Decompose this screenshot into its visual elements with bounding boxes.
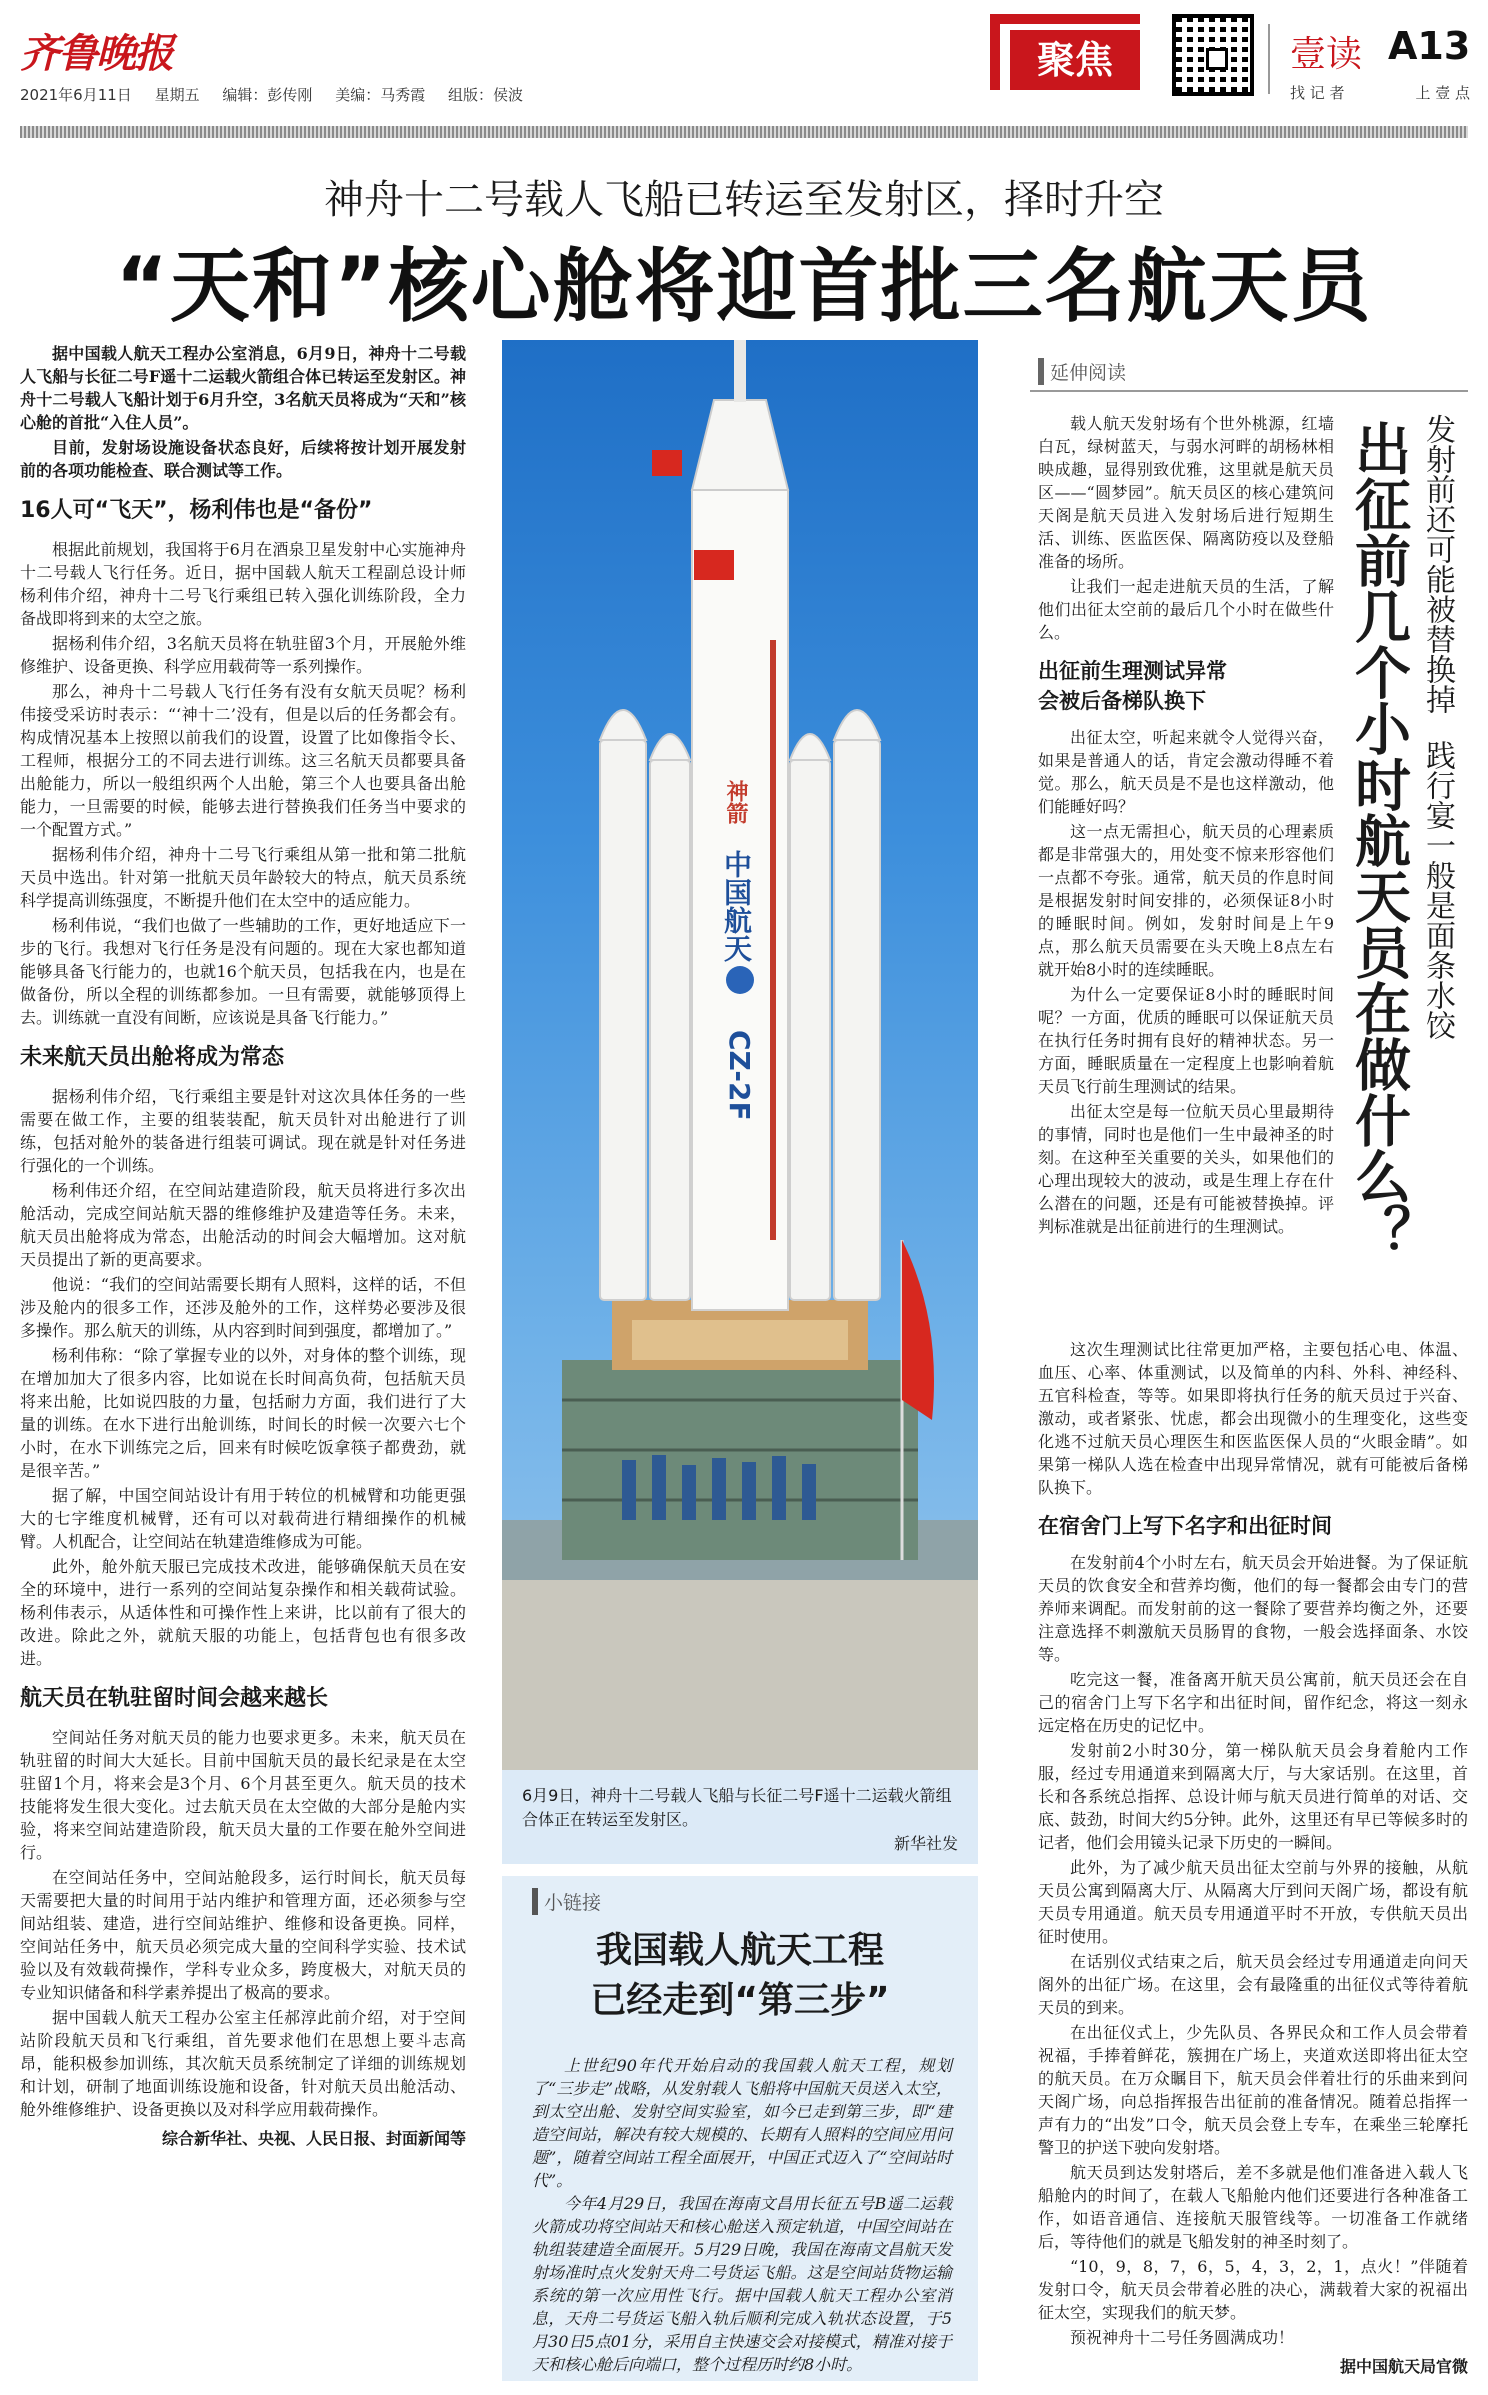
paragraph: 吃完这一餐，准备离开航天员公寓前，航天员还会在自己的宿舍门上写下名字和出征时间，留作纪念，将这一刻永远定格在历史的记忆中。: [1038, 1670, 1468, 1735]
paragraph: 此外，舱外航天服已完成技术改进，能够确保航天员在安全的环境中，进行一系列的空间站复杂操作和相关载荷试验。杨利伟表示，从适体性和可操作性上来讲，比以前有了很大的改进。除此之外，就航天服的功能上，包括背包也有很多改进。: [20, 1557, 466, 1668]
masthead-divider: [1268, 24, 1270, 94]
paragraph: 他说：“我们的空间站需要长期有人照料，这样的话，不但涉及舱内的很多工作，还涉及舱外的工作，这样势必要涉及很多操作。那么航天的训练，从内容到时间到强度，都增加了。”: [20, 1275, 466, 1340]
link-box-title-line: 我国载人航天工程: [595, 1930, 884, 1971]
paragraph: 在出征仪式上，少先队员、各界民众和工作人员会带着祝福，手捧着鲜花，簇拥在广场上，夹道欢送即将出征太空的航天员。在万众瞩目下，航天员会伴着壮行的乐曲来到问天阁广场，向总指挥报告出征前的准备情况。随着总指挥一声有力的“出发”口令，航天员会登上专车，在乘坐三轮摩托警卫的护送下驶向发射塔。: [1038, 2023, 1468, 2157]
section-name: 壹读: [1290, 34, 1363, 75]
paragraph: 这一点无需担心，航天员的心理素质都是非常强大的，用处变不惊来形容他们一点都不夸张。通常，航天员的作息时间是根据发射时间安排的，必须保证8小时的睡眠时间。例如，发射时间是上午9点，那么航天员需要在头天晚上8点左右就开始8小时的连续睡眠。: [1038, 822, 1334, 979]
qr-code-icon: [1172, 14, 1254, 96]
rocket-text-china-space: 中国航天: [720, 850, 753, 962]
article-credit: 据中国航天局官微: [1339, 2357, 1468, 2376]
reporter-links: [1290, 82, 1470, 103]
paragraph: 让我们一起走进航天员的生活，了解他们出征太空前的最后几个小时在做些什么。: [1038, 577, 1334, 642]
editor-credit: 编辑：彭传刚: [222, 86, 313, 104]
issue-weekday: 星期五: [154, 86, 200, 104]
issue-date: 2021年6月11日: [20, 86, 132, 104]
layout-credit: 组版：侯波: [447, 86, 523, 104]
rocket-text-shenjian: 神箭: [723, 780, 749, 824]
left-article: [20, 342, 466, 2150]
paragraph: 据杨利伟介绍，飞行乘组主要是针对这次具体任务的一些需要在做工作，主要的组装装配，航天员针对出舱进行了训练，包括对舱外的装备进行组装可调试。现在就是针对任务进行强化的一个训练。: [20, 1087, 466, 1175]
issue-meta: [20, 84, 541, 105]
extended-reading-rule: [1030, 390, 1468, 392]
link-box-tag: 小链接: [532, 1888, 601, 1915]
lead-paragraph: 据中国载人航天工程办公室消息，6月9日，神舟十二号载人飞船与长征二号F遥十二运载火箭组合体已转运至发射区。神舟十二号载人飞船计划于6月升空，3名航天员将成为“天和”核心舱的首批“入住人员”。: [20, 344, 466, 432]
page-number: A13: [1388, 24, 1471, 68]
reporter-label: 找 记 者: [1290, 84, 1345, 102]
rocket-photo: [502, 340, 978, 1770]
right-article-subtitle: 发射前还可能被替换掉: [1420, 414, 1455, 714]
paragraph: “10，9，8，7，6，5，4，3，2，1，点火！”伴随着发射口令，航天员会带着必胜的决心，满载着大家的祝福出征太空，实现我们的航天梦。: [1038, 2257, 1468, 2322]
paragraph: 据了解，中国空间站设计有用于转位的机械臂和功能更强大的七字维度机械臂，还有可以对载荷进行精细操作的机械臂。人机配合，让空间站在轨建造维修成为可能。: [20, 1486, 466, 1551]
paragraph: 在空间站任务中，空间站舱段多，运行时间长，航天员每天需要把大量的时间用于站内维护和管理方面，还必须参与空间站组装、建造，进行空间站维护、维修和设备更换。同样，空间站任务中，航天员必须完成大量的空间科学实验、技术试验以及有效载荷操作，学科专业众多，跨度极大，对航天员的专业知识储备和科学素养提出了极高的要求。: [20, 1868, 466, 2002]
link-box-title-line: 已经走到“第三步”: [590, 1980, 890, 2021]
right-article-wide: [1038, 1338, 1468, 2378]
section-heading-line: 会被后备梯队换下: [1038, 689, 1206, 713]
section-heading: 未来航天员出舱将成为常态: [20, 1045, 285, 1070]
paragraph: 发射前2小时30分，第一梯队航天员会身着舱内工作服，经过专用通道来到隔离大厅，与大家话别。在这里，首长和各系统总指挥、总设计师与航天员进行简单的对话、交底、鼓劲，时间大约5分钟。此外，这里还有早已等候多时的记者，他们会用镜头记录下历史的一瞬间。: [1038, 1741, 1468, 1852]
section-heading: 航天员在轨驻留时间会越来越长: [20, 1686, 329, 1711]
top-rule: [20, 126, 1468, 138]
photo-caption: [502, 1770, 978, 1864]
link-box-body: [532, 2054, 952, 2376]
paragraph: 今年4月29日，我国在海南文昌用长征五号B遥二运载火箭成功将空间站天和核心舱送入预定轨道，中国空间站在轨组装建造全面展开。5月29日晚，我国在海南文昌航天发射场准时点火发射天舟二号货运飞船。这是空间站货物运输系统的第一次应用性飞行。据中国载人航天工程办公室消息，天舟二号货运飞船入轨后顺利完成入轨状态设置，于5月30日5点01分，采用自主快速交会对接模式，精准对接于天和核心舱后向端口，整个过程历时约8小时。: [532, 2194, 952, 2374]
section-heading: 16人可“飞天”，杨利伟也是“备份”: [20, 498, 373, 523]
newspaper-logo: 齐鲁晚报: [20, 30, 172, 77]
rocket-code: CZ-2F: [723, 1030, 756, 1121]
paragraph: 预祝神舟十二号任务圆满成功！: [1070, 2328, 1295, 2347]
focus-label: 聚焦: [1010, 30, 1140, 90]
right-article-subtitle: 践行宴一般是面条水饺: [1420, 740, 1455, 1040]
link-box-title: [502, 1926, 978, 2026]
paragraph: 杨利伟还介绍，在空间站建造阶段，航天员将进行多次出舱活动，完成空间站航天器的维修维护及建造等任务。未来，航天员出舱将成为常态，出舱活动的时间会大幅增加。这对航天员提出了新的更高要求。: [20, 1181, 466, 1269]
paragraph: 上世纪90年代开始启动的我国载人航天工程，规划了“三步走”战略，从发射载人飞船将中国航天员送入太空，到太空出舱、发射空间实验室，如今已走到第三步，即“建造空间站，解决有较大规模的、长期有人照料的空间应用问题”，随着空间站工程全面展开，中国正式迈入了“空间站时代”。: [532, 2056, 952, 2190]
lead-paragraph: 目前，发射场设施设备状态良好，后续将按计划开展发射前的各项功能检查、联合测试等工作。: [20, 438, 466, 480]
extended-reading-tag: 延伸阅读: [1038, 358, 1126, 385]
paragraph: 根据此前规划，我国将于6月在酒泉卫星发射中心实施神舟十二号载人飞行任务。近日，据中国载人航天工程副总设计师杨利伟介绍，神舟十二号飞行乘组已转入强化训练阶段，全力备战即将到来的太空之旅。: [20, 540, 466, 628]
sub-headline: 神舟十二号载人飞船已转运至发射区，择时升空: [324, 177, 1164, 223]
lead-paragraphs: [20, 342, 466, 482]
paragraph: 杨利伟称：“除了掌握专业的以外，对身体的整个训练，现在增加加大了很多内容，比如说在长时间高负荷，包括航天员将来出舱，比如说四肢的力量，包括耐力方面，我们进行了大量的训练。在水下进行出舱训练，时间长的时候一次要六七个小时，在水下训练完之后，回来有时候吃饭拿筷子都费劲，就是很辛苦。”: [20, 1346, 466, 1480]
paragraph: 杨利伟说，“我们也做了一些辅助的工作，更好地适应下一步的飞行。我想对飞行任务是没有问题的。现在大家也都知道能够具备飞行能力的，也就16个航天员，包括我在内，也是在做备份，所以全程的训练都参加。一旦有需要，就能够顶得上去。训练就一直没有间断，应该说是具备飞行能力。”: [20, 916, 466, 1027]
reporter-app: 上 壹 点: [1415, 84, 1470, 102]
paragraph: 在话别仪式结束之后，航天员会经过专用通道走向问天阁外的出征广场。在这里，会有最隆重的出征仪式等待着航天员的到来。: [1038, 1952, 1468, 2017]
section-heading: [1038, 656, 1334, 716]
paragraph: 那么，神舟十二号载人飞行任务有没有女航天员呢？杨利伟接受采访时表示：“‘神十二’没有，但是以后的任务都会有。构成情况基本上按照以前我们的设置，设置了比如像指令长、工程师，根据分工的不同去进行训练。这三名航天员都要具备出舱能力，所以一般组织两个人出舱，第三个人也要具备出舱能力，一旦需要的时候，能够去进行替换我们任务当中要求的一个配置方式。”: [20, 682, 466, 839]
right-article-title: 出征前几个小时航天员在做什么？: [1346, 420, 1411, 1260]
paragraph: 航天员到达发射塔后，差不多就是他们准备进入载人飞船舱内的时间了，在载人飞船舱内他们还要进行各种准备工作，如语音通信、连接航天服管线等。一切准备工作就绪后，等待他们的就是飞船发射的神圣时刻了。: [1038, 2163, 1468, 2251]
paragraph: 据中国载人航天工程办公室主任郝淳此前介绍，对于空间站阶段航天员和飞行乘组，首先要求他们在思想上要斗志高昂，能积极参加训练，其次航天员系统制定了详细的训练规划和计划，研制了地面训练设施和设备，针对航天员出舱活动、舱外维修维护、设备更换以及对科学应用载荷操作。: [20, 2008, 466, 2119]
main-headline: “天和”核心舱将迎首批三名航天员: [115, 240, 1373, 333]
paragraph: 出征太空，听起来就令人觉得兴奋，如果是普通人的话，肯定会激动得睡不着觉。那么，航天员是不是也这样激动，他们能睡好吗？: [1038, 728, 1334, 816]
paragraph: 载人航天发射场有个世外桃源，红墙白瓦，绿树蓝天，与弱水河畔的胡杨林相映成趣，显得别致优雅，这里就是航天员区——“圆梦园”。航天员区的核心建筑问天阁是航天员进入发射场后进行短期生活、训练、医监医保、隔离防疫以及登船准备的场所。: [1038, 414, 1334, 571]
paragraph: 空间站任务对航天员的能力也要求更多。未来，航天员在轨驻留的时间大大延长。目前中国航天员的最长纪录是在太空驻留1个月，将来会是3个月、6个月甚至更久。航天员的技术技能将发生很大变化。过去航天员在太空做的大部分是舱内实验，将来空间站建造阶段，航天员大量的工作要在舱外空间进行。: [20, 1728, 466, 1862]
section-heading-line: 出征前生理测试异常: [1038, 659, 1227, 683]
caption-text: 6月9日，神舟十二号载人飞船与长征二号F遥十二运载火箭组合体正在转运至发射区。: [522, 1786, 952, 1829]
paragraph: 在发射前4个小时左右，航天员会开始进餐。为了保证航天员的饮食安全和营养均衡，他们的每一餐都会由专门的营养师来调配。而发射前的这一餐除了要营养均衡之外，还要注意选择不刺激航天员肠胃的食物，一般会选择面条、水饺等。: [1038, 1553, 1468, 1664]
caption-source: 新华社发: [893, 1834, 958, 1853]
paragraph: 这次生理测试比往常更加严格，主要包括心电、体温、血压、心率、体重测试，以及简单的内科、外科、神经科、五官科检查，等等。如果即将执行任务的航天员过于兴奋、激动，或者紧张、忧虑，都会出现微小的生理变化，这些变化逃不过航天员心理医生和医监医保人员的“火眼金睛”。如果第一梯队人选在检查中出现异常情况，就有可能被后备梯队换下。: [1038, 1340, 1468, 1497]
article-credit: 综合新华社、央视、人民日报、封面新闻等: [161, 2129, 466, 2148]
right-article-narrow: [1038, 412, 1334, 1240]
paragraph: 出征太空是每一位航天员心里最期待的事情，同时也是他们一生中最神圣的时刻。在这种至关重要的关头，如果他们的心理出现较大的波动，或是生理上存在什么潜在的问题，还是有可能被替换掉。评判标准就是出征前进行的生理测试。: [1038, 1102, 1334, 1236]
paragraph: 为什么一定要保证8小时的睡眠时间呢？一方面，优质的睡眠可以保证航天员在执行任务时拥有良好的精神状态。另一方面，睡眠质量在一定程度上也影响着航天员飞行前生理测试的结果。: [1038, 985, 1334, 1096]
paragraph: 据杨利伟介绍，神舟十二号飞行乘组从第一批和第二批航天员中选出。针对第一批航天员年龄较大的特点，航天员系统科学提高训练强度，不断提升他们在太空中的适应能力。: [20, 845, 466, 910]
link-box: [502, 1876, 978, 2381]
paragraph: 据杨利伟介绍，3名航天员将在轨驻留3个月，开展舱外维修维护、设备更换、科学应用载荷等一系列操作。: [20, 634, 466, 676]
paragraph: 此外，为了减少航天员出征太空前与外界的接触，从航天员公寓到隔离大厅、从隔离大厅到问天阁广场，都设有航天员专用通道。航天员专用通道平时不开放，专供航天员出征时使用。: [1038, 1858, 1468, 1946]
section-heading: 在宿舍门上写下名字和出征时间: [1038, 1514, 1332, 1538]
art-credit: 美编：马秀霞: [335, 86, 426, 104]
